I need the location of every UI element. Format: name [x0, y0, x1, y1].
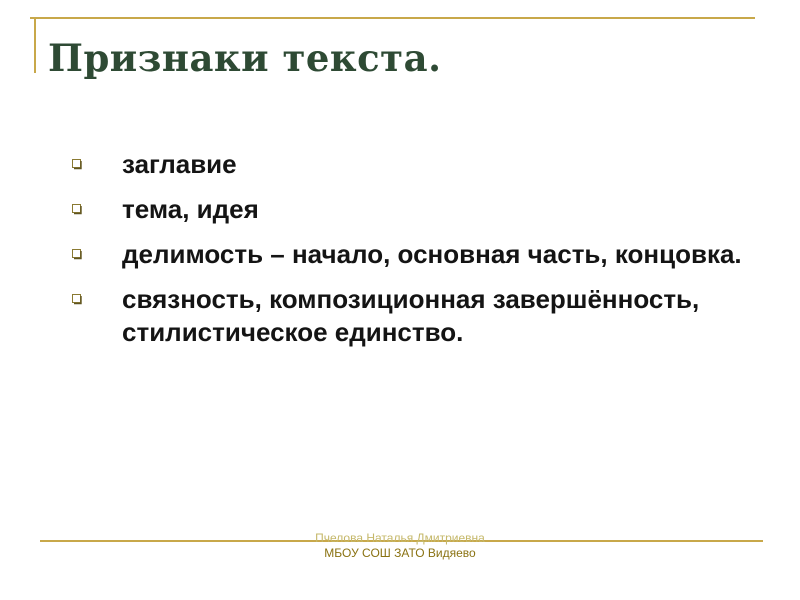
bullet-item [72, 193, 752, 226]
bullet-item [72, 238, 752, 271]
bullet-list [72, 148, 752, 361]
footer [0, 531, 800, 561]
bullet-text: заглавие [122, 149, 237, 179]
bullet-item [72, 148, 752, 181]
checkbox-square-icon [72, 249, 83, 260]
bullet-text: делимость – начало, основная часть, концовка. [122, 239, 742, 269]
checkbox-square-icon [72, 294, 83, 305]
left-rule [34, 17, 36, 73]
slide-title: Признаки текста. [48, 36, 442, 80]
checkbox-square-icon [72, 159, 83, 170]
checkbox-square-icon [72, 204, 83, 215]
bullet-text: тема, идея [122, 194, 259, 224]
footer-author: Пчелова Наталья Дмитриевна [315, 531, 485, 545]
footer-school: МБОУ СОШ ЗАТО Видяево [324, 546, 476, 560]
bullet-text: связность, композиционная завершённость, стилистическое единство. [122, 284, 700, 347]
bullet-item [72, 283, 752, 349]
top-rule [30, 17, 755, 19]
